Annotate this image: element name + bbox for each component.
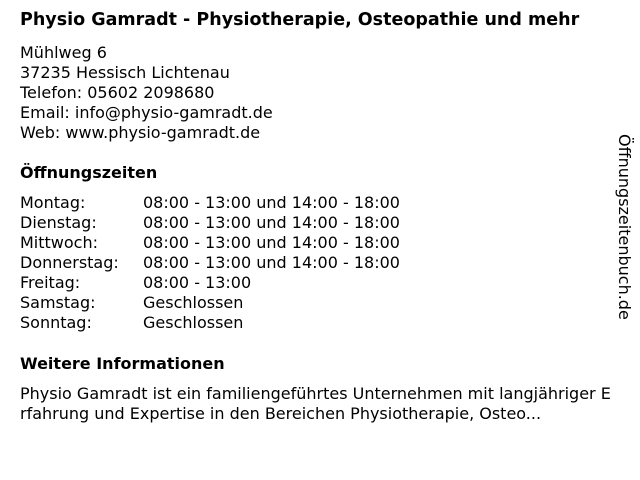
hours-time: 08:00 - 13:00 und 14:00 - 18:00 (143, 193, 400, 212)
hours-row-tuesday (20, 213, 612, 233)
hours-day: Montag: (20, 193, 86, 212)
hours-day: Mittwoch: (20, 233, 98, 252)
hours-row-friday (20, 273, 612, 293)
city-address: 37235 Hessisch Lichtenau (20, 63, 230, 82)
business-card (20, 10, 612, 424)
street-address: Mühlweg 6 (20, 43, 107, 62)
brand-watermark: Öffnungszeitenbuch.de (615, 134, 634, 320)
hours-day: Freitag: (20, 273, 81, 292)
info-heading: Weitere Informationen (20, 354, 225, 373)
hours-time: 08:00 - 13:00 und 14:00 - 18:00 (143, 253, 400, 272)
business-title: Physio Gamradt - Physiotherapie, Osteopathie und mehr (20, 10, 580, 30)
phone-line: Telefon: 05602 2098680 (20, 83, 215, 102)
hours-time: 08:00 - 13:00 und 14:00 - 18:00 (143, 233, 400, 252)
hours-day: Dienstag: (20, 213, 97, 232)
web-line: Web: www.physio-gamradt.de (20, 123, 261, 142)
hours-heading: Öffnungszeiten (20, 163, 158, 182)
address-block (20, 43, 612, 143)
hours-time: Geschlossen (143, 313, 244, 332)
email-line: Email: info@physio-gamradt.de (20, 103, 273, 122)
hours-row-thursday (20, 253, 612, 273)
hours-day: Samstag: (20, 293, 96, 312)
hours-row-saturday (20, 293, 612, 313)
hours-day: Donnerstag: (20, 253, 119, 272)
hours-row-monday (20, 193, 612, 213)
hours-day: Sonntag: (20, 313, 92, 332)
hours-time: Geschlossen (143, 293, 244, 312)
hours-time: 08:00 - 13:00 und 14:00 - 18:00 (143, 213, 400, 232)
hours-row-wednesday (20, 233, 612, 253)
opening-hours-list (20, 193, 612, 333)
hours-time: 08:00 - 13:00 (143, 273, 252, 292)
info-description: Physio Gamradt ist ein familiengeführtes Unternehmen mit langjähriger Erfahrung und Expertise in den Bereichen Physiotherapie, Osteo... (20, 384, 611, 423)
hours-row-sunday (20, 313, 612, 333)
